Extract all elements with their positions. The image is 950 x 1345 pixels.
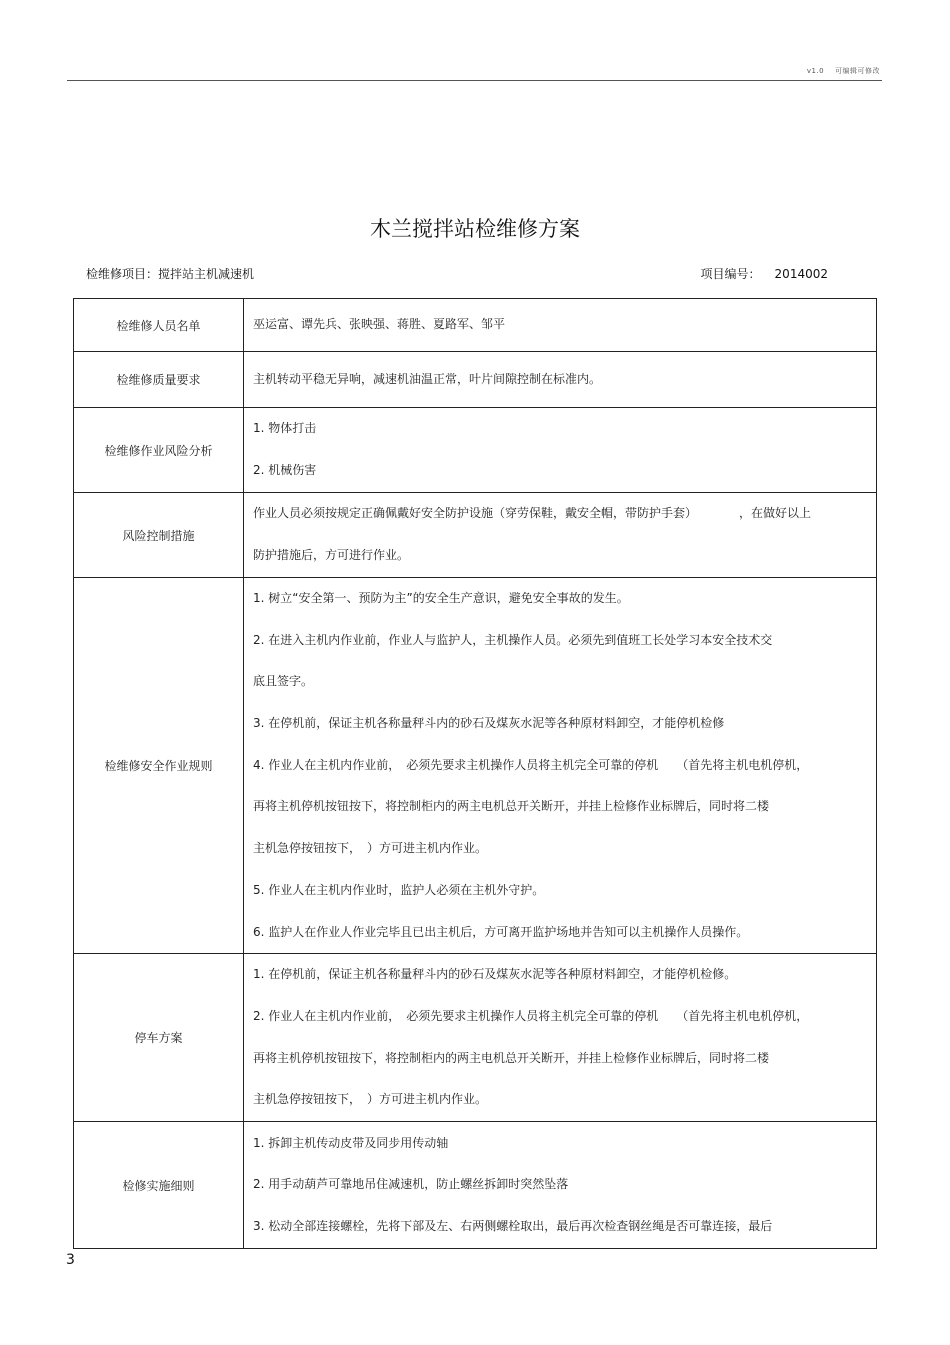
stop-plan-line: 2. 作业人在主机内作业前， 必须先要求主机操作人员将主机完全可靠的停机 （首先将主机电机停机， <box>253 1009 809 1023</box>
control-content <box>244 493 877 578</box>
editable-note: 可编辑可修改 <box>835 67 880 75</box>
project-label: 检维修项目： <box>86 267 159 281</box>
project-value: 搅拌站主机减速机 <box>158 267 255 281</box>
rules-line: 2. 在进入主机内作业前，作业人与监护人，主机操作人员。必须先到值班工长处学习本安全技术交 <box>253 632 773 647</box>
table-row-control <box>74 493 877 578</box>
table-row-risk <box>74 408 877 493</box>
control-line: 防护措施后，方可进行作业。 <box>253 548 410 562</box>
rules-line: 底且签字。 <box>253 674 314 689</box>
project-info <box>86 265 254 282</box>
details-label: 检修实施细则 <box>74 1122 244 1249</box>
header-divider <box>67 80 882 81</box>
quality-line: 主机转动平稳无异响，减速机油温正常，叶片间隙控制在标准内。 <box>253 371 602 386</box>
rules-label: 检维修安全作业规则 <box>74 578 244 954</box>
rules-content <box>244 578 877 954</box>
risk-line: 2. 机械伤害 <box>253 463 317 477</box>
personnel-content <box>244 299 877 352</box>
details-content <box>244 1122 877 1249</box>
details-line: 3. 松动全部连接螺栓，先将下部及左、右两侧螺栓取出，最后再次检查钢丝绳是否可靠连接，最后 <box>253 1219 773 1234</box>
rules-line: 4. 作业人在主机内作业前， 必须先要求主机操作人员将主机完全可靠的停机 （首先将主机电机停机， <box>253 757 809 772</box>
stop-plan-line: 1. 在停机前，保证主机各称量秤斗内的砂石及煤灰水泥等各种原材料卸空，才能停机检修。 <box>253 967 737 982</box>
stop-plan-line: 再将主机停机按钮按下，将控制柜内的两主电机总开关断开，并挂上检修作业标牌后，同时将二楼 <box>253 1050 770 1065</box>
rules-line: 6. 监护人在作业人作业完毕且已出主机后，方可离开监护场地并告知可以主机操作人员操作。 <box>253 924 749 939</box>
stop-plan-content <box>244 954 877 1122</box>
project-code-value: 2014002 <box>774 267 828 281</box>
stop-plan-label: 停车方案 <box>74 954 244 1122</box>
version-label: v1.0 <box>806 67 825 75</box>
table-row-quality <box>74 352 877 408</box>
control-line: 作业人员必须按规定正确佩戴好安全防护设施（穿劳保鞋，戴安全帽，带防护手套） ，在做好以上 <box>253 506 812 521</box>
version-note <box>807 66 880 76</box>
personnel-label: 检维修人员名单 <box>74 299 244 352</box>
project-code-info <box>701 265 828 282</box>
control-label: 风险控制措施 <box>74 493 244 578</box>
table-row-rules <box>74 578 877 954</box>
risk-label: 检维修作业风险分析 <box>74 408 244 493</box>
rules-line: 1. 树立“安全第一、预防为主”的安全生产意识，避免安全事故的发生。 <box>253 591 629 605</box>
table-row-personnel <box>74 299 877 352</box>
rules-line: 5. 作业人在主机内作业时，监护人必须在主机外守护。 <box>253 882 545 897</box>
stop-plan-line: 主机急停按钮按下， ）方可进主机内作业。 <box>253 1092 488 1107</box>
project-code-label: 项目编号： <box>700 267 761 281</box>
details-line: 1. 拆卸主机传动皮带及同步用传动轴 <box>253 1135 449 1150</box>
document-title: 木兰搅拌站检维修方案 <box>370 217 580 241</box>
rules-line: 3. 在停机前，保证主机各称量秤斗内的砂石及煤灰水泥等各种原材料卸空，才能停机检修 <box>253 716 725 731</box>
maintenance-plan-table <box>73 298 877 1249</box>
details-line: 2. 用手动葫芦可靠地吊住减速机，防止螺丝拆卸时突然坠落 <box>253 1177 569 1192</box>
risk-line: 1. 物体打击 <box>253 421 317 436</box>
quality-content <box>244 352 877 408</box>
personnel-line: 巫运富、谭先兵、张映强、蒋胜、夏路军、邹平 <box>253 317 506 332</box>
quality-label: 检维修质量要求 <box>74 352 244 408</box>
risk-content <box>244 408 877 493</box>
page-number: 3 <box>66 1252 75 1268</box>
rules-line: 再将主机停机按钮按下，将控制柜内的两主电机总开关断开，并挂上检修作业标牌后，同时将二楼 <box>253 799 770 814</box>
rules-line: 主机急停按钮按下， ）方可进主机内作业。 <box>253 841 488 856</box>
table-row-stop-plan <box>74 954 877 1122</box>
table-row-details <box>74 1122 877 1249</box>
